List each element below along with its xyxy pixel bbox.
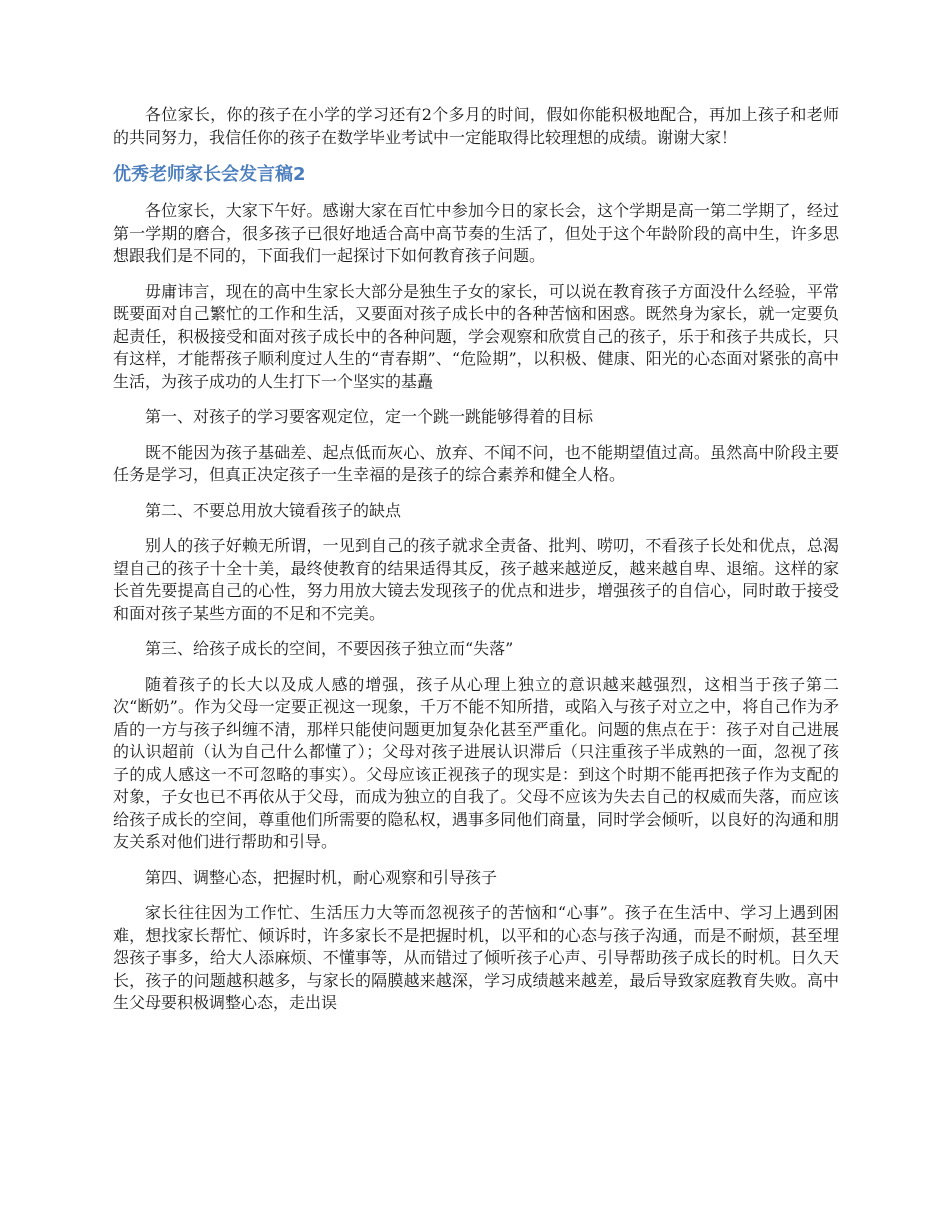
paragraph-1: 各位家长，大家下午好。感谢大家在百忙中参加今日的家长会，这个学期是高一第二学期了，经过第一学期的磨合，很多孩子已很好地适合高中高节奏的生活了，但处于这个年龄阶段的高中生，许多思想跟我们是不同的，下面我们一起探讨下如何教育孩子问题。 [113,201,839,265]
subheading-1: 第一、对孩子的学习要客观定位，定一个跳一跳能够得着的目标 [145,407,594,426]
paragraph-6: 家长往往因为工作忙、生活压力大等而忽视孩子的苦恼和“心事”。孩子在生活中、学习上遇到困难，想找家长帮忙、倾诉时，许多家长不是把握时机，以平和的心态与孩子沟通，而是不耐烦，甚至埋怨孩子事多，给大人添麻烦、不懂事等，从而错过了倾听孩子心声、引导帮助孩子成长的时机。日久天长，孩子的问题越积越多，与家长的隔膜越来越深，学习成绩越来越差，最后导致家庭教育失败。高中生父母要积极调整心态，走出误 [113,903,839,1012]
intro-paragraph: 各位家长，你的孩子在小学的学习还有2个多月的时间，假如你能积极地配合，再加上孩子和老师的共同努力，我信任你的孩子在数学毕业考试中一定能取得比较理想的成绩。谢谢大家！ [113,105,839,147]
subheading-4: 第四、调整心态，把握时机，耐心观察和引导孩子 [145,867,498,887]
subheading-2: 第二、不要总用放大镜看孩子的缺点 [145,500,402,520]
paragraph-4: 别人的孩子好赖无所谓，一见到自己的孩子就求全责备、批判、唠叨，不看孩子长处和优点，总渴望自己的孩子十全十美，最终使教育的结果适得其反，孩子越来越逆反，越来越自卑、退缩。这样的家长首先要提高自己的心性，努力用放大镜去发现孩子的优点和进步，增强孩子的自信心，同时敢于接受和面对孩子某些方面的不足和不完美。 [113,536,839,623]
paragraph-5: 随着孩子的长大以及成人感的增强，孩子从心理上独立的意识越来越强烈，这相当于孩子第二次“断奶”。作为父母一定要正视这一现象，千万不能不知所措，或陷入与孩子对立之中，将自己作为矛盾的一方与孩子纠缠不清，那样只能使问题更加复杂化甚至严重化。问题的焦点在于：孩子对自己进展的认识超前（认为自己什么都懂了）；父母对孩子进展认识滞后（只注重孩子半成熟的一面，忽视了孩子的成人感这一不可忽略的事实）。父母应该正视孩子的现实是：到这个时期不能再把孩子作为支配的对象，子女也已不再依从于父母，而成为独立的自我了。父母不应该为失去自己的权威而失落，而应该给孩子成长的空间，尊重他们所需要的隐私权，遇事多同他们商量，同时学会倾听，以良好的沟通和朋友关系对他们进行帮助和引导。 [113,674,839,851]
paragraph-2: 毋庸讳言，现在的高中生家长大部分是独生子女的家长，可以说在教育孩子方面没什么经验，平常既要面对自己繁忙的工作和生活，又要面对孩子成长中的各种苦恼和困惑。既然身为家长，就一定要负起责任，积极接受和面对孩子成长中的各种问题，学会观察和欣赏自己的孩子，乐于和孩子共成长，只有这样，才能帮孩子顺利度过人生的“青春期”、“危险期”，以积极、健康、阳光的心态面对紧张的高中生活，为孩子成功的人生打下一个坚实的基矗 [113,281,839,391]
section-title: 优秀老师家长会发言稿2 [113,164,306,185]
document-page [113,104,839,1028]
paragraph-3: 既不能因为孩子基础差、起点低而灰心、放弃、不闻不问，也不能期望值过高。虽然高中阶段主要任务是学习，但真正决定孩子一生幸福的是孩子的综合素养和健全人格。 [113,442,839,484]
subheading-3: 第三、给孩子成长的空间，不要因孩子独立而“失落” [145,639,514,658]
